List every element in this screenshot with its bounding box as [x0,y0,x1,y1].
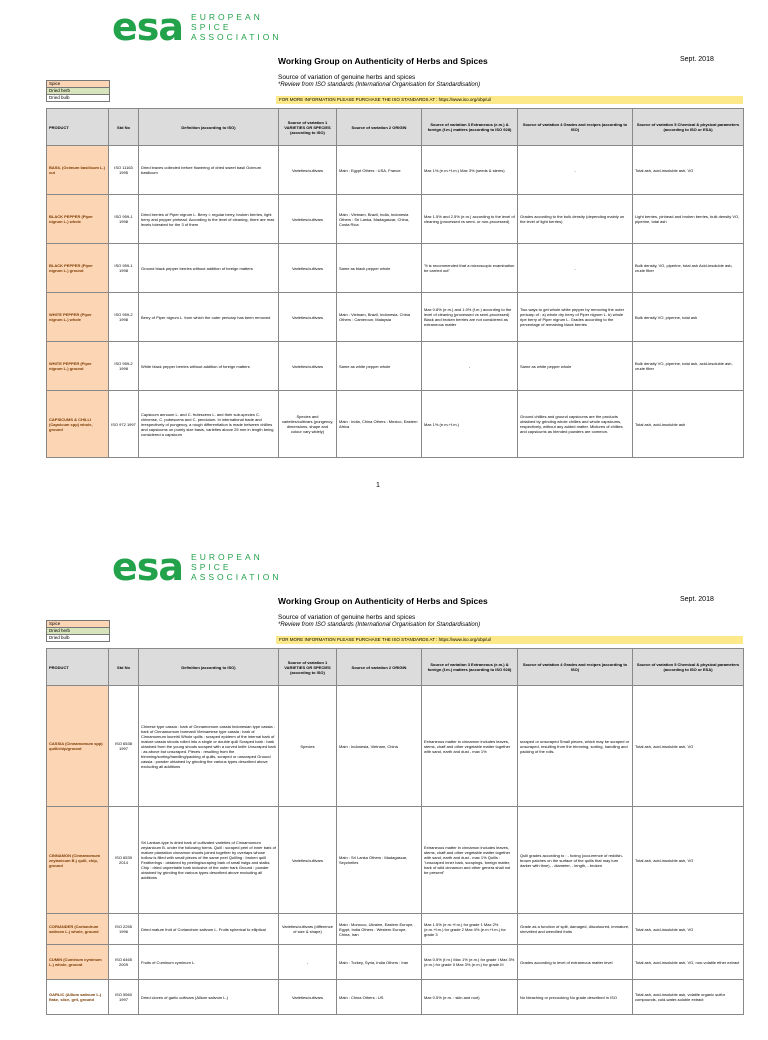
definition-cell: Dried berries of Piper nigrum L. Berry = regular berry, broken berries, light berry and pepper pinhead. According to the level of cleaning, there are max levels tolerated for the 3 of them [139,195,279,244]
esa-logo [112,5,282,49]
definition-cell: Berry of Piper nigrum L. from which the outer pericarp has been removed [139,293,279,342]
product-cell: BLACK PEPPER (Piper nigrum L.) ground [47,244,109,293]
table-row [47,945,744,980]
grades-cell: Same as white pepper whole [518,342,633,391]
parameters-cell: Light berries, pinhead and broken berries, bulk density VO, piperine, total ash [633,195,744,244]
extraneous-cell: Max 0.5% (e.m. : skin and root) [422,980,518,1015]
color-legend [46,80,110,102]
logo-line: SPICE [191,562,232,572]
legend-spice: Spice [46,620,110,628]
logo-line: EUROPEAN [191,12,263,22]
std-cell: ISO 972 1997 [109,391,139,458]
logo-text [191,12,281,42]
product-cell: WHITE PEPPER (Piper nigrum L.) whole [47,293,109,342]
varieties-cell: Species [279,686,337,807]
table-row [47,686,744,807]
legend-dried-bulb: Dried bulb [46,95,110,102]
table-header-row [47,109,744,146]
grades-cell: - [518,146,633,195]
column-header: Source of variation 5 Chemical & physical parameters (according to ISO or ESA) [633,109,744,146]
review-note: *Review from ISO standards (International Organisation for Standardisation) [278,82,481,88]
extraneous-cell: Max 0.8% (e.m.) and 1.0% (f.m.) according to the level of cleaning (processed vs semi-processed) Black and broken berries are not considered as extraneous matter [422,293,518,342]
iso-info-banner: FOR MORE INFORMATION PLEASE PURCHASE THE ISO STANDARDS AT : https://www.iso.org/obp/ui/ [276,636,743,644]
definition-cell: Fruits of Cuminum cyminum L. [139,945,279,980]
table-row [47,146,744,195]
parameters-cell: Bulk density VO, piperine, total ash [633,293,744,342]
origin-cell: Same as black pepper whole [337,244,422,293]
parameters-cell: Bulk density VO, piperine, total ash, acid-insoluble ash, crude fiber [633,342,744,391]
grades-cell: scraped or unscraped Small pieces, which may be scraped or unscraped, resulting from the trimming, sorting, handling and packing of the rolls. [518,686,633,807]
std-cell: ISO 11163 1995 [109,146,139,195]
column-header: Source of variation 3 Extraneous (e.m.) & foreign (f.m.) matters (according to ISO 928) [422,109,518,146]
extraneous-cell: Max 0.5% (f.m.) Max 1% (e.m.) for grade I Max 3% (e.m.) for grade II Max 3% (e.m.) for grade III [422,945,518,980]
extraneous-cell: Max 1.5% and 2.5% (e.m.) according to the level of cleaning (processed vs semi- or non-processed) [422,195,518,244]
page-title: Working Group on Authenticity of Herbs and Spices [278,56,488,66]
product-cell: GARLIC (Allium sativum L.) flake, slice, grit, ground [47,980,109,1015]
column-header: Source of variation 4 Grades and recipes (according to ISO) [518,649,633,686]
definition-cell: White black pepper berries without addition of foreign matters [139,342,279,391]
origin-cell: Main : India, China Others : Mexico, Eastern Africa [337,391,422,458]
varieties-cell: Varieties/cultivars [279,980,337,1015]
varieties-cell: Varieties/cultivars [279,146,337,195]
logo-line: EUROPEAN [191,552,263,562]
extraneous-cell: Max 1.5% (e.m.+f.m.) for grade 1 Max 2% (e.m.+f.m.) for grade 2 Max 4% (e.m.+f.m.) for grade 3 [422,914,518,945]
varieties-cell: Varieties/cultivars (difference of size & shape) [279,914,337,945]
column-header: Source of variation 1 VARIETIES OR SPECIES (according to ISO) [279,649,337,686]
legend-dried-herb: Dried herb [46,628,110,635]
parameters-cell: Total ash, acid-insoluble ash, VO, non-volatile ether extract [633,945,744,980]
product-cell: CUMIN (Cuminum cyminum L.) whole, ground [47,945,109,980]
product-cell: BASIL (Ocimum basilicum L.) cut [47,146,109,195]
origin-cell: Main : Morocco, Ukraine, Eastern Europe, Egypt, India Others : Western Europe, China, Iran [337,914,422,945]
std-cell: ISO 6539 2014 [109,807,139,914]
column-header: PRODUCT [47,649,109,686]
product-cell: CAPSICUMS & CHILLI (Capsicum spp) whole, ground [47,391,109,458]
origin-cell: Main : Vietnam, Brazil, India, Indonesia Others : Sri Lanka, Madagascar, China, Costa Rica [337,195,422,244]
origin-cell: Main : Egypt Others : USA, France [337,146,422,195]
origin-cell: Same as white pepper whole [337,342,422,391]
page-title: Working Group on Authenticity of Herbs and Spices [278,596,488,606]
definition-cell: Ground black pepper berries without addition of foreign matters [139,244,279,293]
logo-mark: esa [112,5,184,49]
parameters-cell: Total ash, acid-insoluble ash, VO [633,807,744,914]
std-cell: ISO 6538 1997 [109,686,139,807]
varieties-cell: - [279,945,337,980]
definition-cell: Chinese type cassia : bark of Cinnamomum cassia Indonesian type cassia : bark of Cinnamomum burmanii Vietnamese type cassia : bark of Cinnamomum loureirii Whole quills : scraped epiderm of the internal bark of mature cassia shoots rolled into a single or double quill Scraped bark : bark obtained from the young shoots scraped with a curved knife Unscraped bark : as above but unscraped. Pieces : resulting from the trimming/sorting/handling/packing of quills, scraped or unscraped Ground cassia : powder obtained by grinding the various types described above excluding all additions [139,686,279,807]
std-cell: ISO 5560 1997 [109,980,139,1015]
table-row [47,391,744,458]
product-cell: BLACK PEPPER (Piper nigrum L.) whole [47,195,109,244]
extraneous-cell: "It is recommended that a microscopic examination be carried out" [422,244,518,293]
sheet-page-2 [0,540,768,1040]
grades-cell: Ground chillies and ground capsicums are the products obtained by grinding whole chillies and whole capsicums, respectively, without any added matter. Mixtures of chillies and capsicums as blended powders are common. [518,391,633,458]
table-header-row [47,649,744,686]
variation-table [46,648,744,1015]
varieties-cell: Varieties/cultivars [279,244,337,293]
column-header: Source of variation 2 ORIGIN [337,649,422,686]
origin-cell: Main : Sri Lanka Others : Madagascar, Seychelles [337,807,422,914]
definition-cell: Capsicum annuum L. and C. frutescens L. and their sub-species C. chinense, C. pubescens and C. pendulum. In international trade and irrespectively of pungency, a rough differentiation is made between chillies and capsicums on purely size basis, varieties above 25 mm in length being considered a capsicum [139,391,279,458]
page-subtitle: Source of variation of genuine herbs and spices [278,74,416,81]
extraneous-cell: - [422,342,518,391]
logo-text [191,552,281,582]
legend-dried-bulb: Dried bulb [46,635,110,642]
product-cell: CINNAMON (Cinnamomum zeylanicum B.) quill, chip, ground [47,807,109,914]
definition-cell: Dried cloves of garlic cultivars (Allium sativum L.) [139,980,279,1015]
table-row [47,342,744,391]
extraneous-cell: Extraneous matter in cinnamon includes leaves, stems, chaff and other vegetable matter together with sand, earth and dust - max 1% [422,686,518,807]
product-cell: CORIANDER (Coriandrum sativum L.) whole, ground [47,914,109,945]
logo-line: ASSOCIATION [191,572,282,582]
extraneous-cell: Max 1% (e.m.+f.m.) [422,391,518,458]
grades-cell: Grades according to level of extraneous matter level [518,945,633,980]
extraneous-cell: Extraneous matter in cinnamon includes leaves, stems, chaff and other vegetable matter together with sand, earth and dust - max 1% Quills : "unscraped inner bark, scrapings, foreign matter, bark of wild cinnamon and other genera shall not be present" [422,807,518,914]
varieties-cell: Varieties/cultivars [279,293,337,342]
esa-logo [112,545,282,589]
std-cell: ISO 959-2 1998 [109,293,139,342]
varieties-cell: Species and varieties/cultivars (pungency, dimensions, shape and colour vary widely) [279,391,337,458]
parameters-cell: Total ash, acid-insoluble ash, volatile organic sulfur compounds, cold-water-soluble extract [633,980,744,1015]
std-cell: ISO 959-1 1998 [109,244,139,293]
column-header: Std No [109,109,139,146]
product-cell: CASSIA (Cinnamomum spp) quill/chip/ground [47,686,109,807]
column-header: Source of variation 3 Extraneous (e.m.) & foreign (f.m.) matters (according to ISO 928) [422,649,518,686]
grades-cell: - [518,244,633,293]
std-cell: ISO 6465 2009 [109,945,139,980]
definition-cell: Dried mature fruit of Coriandrum sativum L. Fruits spherical to elliptical [139,914,279,945]
logo-line: SPICE [191,22,232,32]
std-cell: ISO 959-2 1998 [109,342,139,391]
grades-cell: Grades according to the bulk density (depending mainly on the level of light berries) [518,195,633,244]
column-header: Source of variation 1 VARIETIES OR SPECIES (according to ISO) [279,109,337,146]
table-row [47,293,744,342]
origin-cell: Main : Indonesia, Vietnam, China [337,686,422,807]
sheet-page-1 [0,0,768,500]
column-header: Source of variation 4 Grades and recipes (according to ISO) [518,109,633,146]
varieties-cell: Varieties/cultivars [279,342,337,391]
page-date: Sept. 2018 [680,596,714,603]
std-cell: ISO 2255 1996 [109,914,139,945]
varieties-cell: Varieties/cultivars [279,807,337,914]
logo-line: ASSOCIATION [191,32,282,42]
origin-cell: Main : Vietnam, Brazil, Indonesia, China Others : Cameroun, Malaysia [337,293,422,342]
grades-cell: Grade as a function of split, damaged, discoloured, immature, shrivelled and weevilled fruits [518,914,633,945]
table-row [47,244,744,293]
column-header: Source of variation 2 ORIGIN [337,109,422,146]
parameters-cell: Total ash, acid-insoluble ash, VO [633,914,744,945]
varieties-cell: Varieties/cultivars [279,195,337,244]
grades-cell: No bleaching or precooking No grade described in ISO [518,980,633,1015]
logo-mark: esa [112,545,184,589]
definition-cell: Dried leaves collected before flowering of dried sweet basil Ocimum basilicum [139,146,279,195]
table-row [47,980,744,1015]
color-legend [46,620,110,642]
table-row [47,914,744,945]
column-header: Definition (according to ISO) [139,649,279,686]
page-date: Sept. 2018 [680,56,714,63]
table-row [47,807,744,914]
definition-cell: Sri Lankan-type is dried bark of cultivated varieties of Cinnamomum zeylanicum B. under the following forms. Quill : scraped peel of inner bark of mature plantation cinnamon shoots joined together by overlaps whose hollow is filled with small pieces of the same peel Quilling : broken quill Featherings : obtained by peeling/scraping bark of small twigs and stalks Chip : dried unpeelable bark inclusive of the outer bark Ground : powder obtained by grinding the various types described above excluding all additions [139,807,279,914]
parameters-cell: Total ash, acid-insoluble ash, VO [633,146,744,195]
column-header: Source of variation 5 Chemical & physical parameters (according to ISO or ESA) [633,649,744,686]
product-cell: WHITE PEPPER (Piper nigrum L.) ground [47,342,109,391]
table-row [47,195,744,244]
grades-cell: Quill grades according to : - foxing (occurrence of reddish-brown patches on the surface of the quills that may turn darker with time), - diameter, - length, - broken [518,807,633,914]
parameters-cell: Total ash, acid-insoluble ash, VO [633,686,744,807]
page-subtitle: Source of variation of genuine herbs and spices [278,614,416,621]
parameters-cell: Total ash, acid-insoluble ash [633,391,744,458]
grades-cell: Two ways to get whole white pepper by removing the outer pericarp of : a) whole dry berry of Piper nigrum L. b) whole ripe berry of Piper nigrum L. Grades according to the percentage of remaining black berries [518,293,633,342]
column-header: Definition (according to ISO) [139,109,279,146]
parameters-cell: Bulk density, VO, piperine, total ash Acid-insoluble ash, crude fiber [633,244,744,293]
variation-table [46,108,744,458]
origin-cell: Main : China Others : US [337,980,422,1015]
column-header: Std No [109,649,139,686]
column-header: PRODUCT [47,109,109,146]
review-note: *Review from ISO standards (International Organisation for Standardisation) [278,622,481,628]
std-cell: ISO 959-1 1998 [109,195,139,244]
iso-info-banner: FOR MORE INFORMATION PLEASE PURCHASE THE ISO STANDARDS AT : https://www.iso.org/obp/ui/ [276,96,743,104]
origin-cell: Main : Turkey, Syria, India Others : Iran [337,945,422,980]
page-number: 1 [376,482,380,489]
legend-spice: Spice [46,80,110,88]
legend-dried-herb: Dried herb [46,88,110,95]
extraneous-cell: Max 1% (e.m.+f.m.) Max 3% (seeds & stems) [422,146,518,195]
